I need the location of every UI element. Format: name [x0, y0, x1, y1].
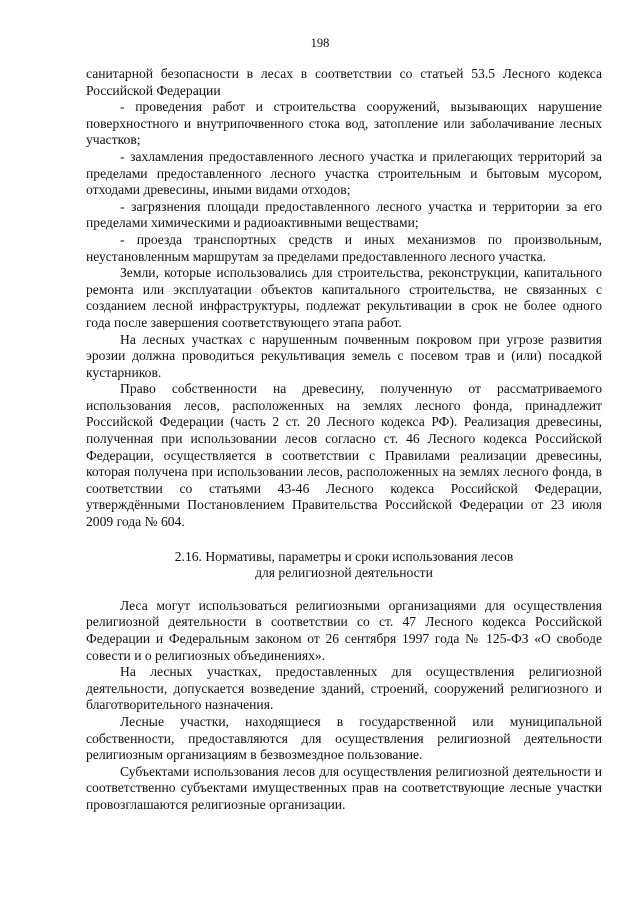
paragraph: Право собственности на древесину, полученную от рассматриваемого использования лесов, расположенных на землях лесного фонда, принадлежит Российской Федерации (часть 2 ст. 20 Лесного кодекса РФ). Реализация древесины, полученная при использовании лесов согласно ст. 46 Лесного кодекса Российской Федерации, осуществляется в соответствии с Правилами реализации древесины, которая получена при использовании лесов, расположенных на землях лесного фонда, в соответствии со статьями 43-46 Лесного кодекса Российской Федерации, утверждёнными Постановлением Правительства Российской Федерации от 23 июля 2009 года № 604.	[86, 381, 602, 530]
list-item: - загрязнения площади предоставленного лесного участка и территории за его пределами химическими и радиоактивными веществами;	[86, 198, 602, 231]
section-heading	[86, 549, 602, 582]
paragraph: Субъектами использования лесов для осуществления религиозной деятельности и соответственно субъектами имущественных прав на соответствующие лесные участки провозглашаются религиозные организации.	[86, 763, 602, 812]
paragraph: санитарной безопасности в лесах в соответствии со статьей 53.5 Лесного кодекса Российской Федерации	[86, 66, 602, 98]
paragraph: Земли, которые использовались для строительства, реконструкции, капитального ремонта или эксплуатации объектов капитального строительства, не связанных с созданием лесной инфраструктуры, подлежат рекультивации в срок не более одного года после завершения соответствующего этапа работ.	[86, 265, 602, 330]
paragraph: Лесные участки, находящиеся в государственной или муниципальной собственности, предоставляются для осуществления религиозной деятельности религиозным организациям в безвозмездное пользование.	[86, 713, 602, 763]
section-heading-line-2: для религиозной деятельности	[255, 565, 433, 581]
page-number: 198	[310, 36, 330, 50]
paragraph: На лесных участках с нарушенным почвенным покровом при угрозе развития эрозии должна проводиться рекультивация земель с посевом трав и (или) посадкой кустарников.	[86, 331, 602, 380]
list-item: - проезда транспортных средств и иных механизмов по произвольным, неустановленным маршрутам за пределами предоставленного лесного участка.	[86, 231, 602, 264]
paragraph: Леса могут использоваться религиозными организациями для осуществления религиозной деятельности в соответствии со ст. 47 Лесного кодекса Российской Федерации и Федеральным законом от 26 сентября 1997 года № 125-ФЗ «О свободе совести и о религиозных объединениях».	[86, 597, 602, 663]
page-content	[86, 66, 602, 814]
list-item: - захламления предоставленного лесного участка и прилегающих территорий за пределами предоставленного лесного участка строительным и бытовым мусором, отходами древесины, иными видами отходов;	[86, 148, 602, 198]
section-heading-line-1: 2.16. Нормативы, параметры и сроки использования лесов	[174, 548, 514, 564]
list-item: - проведения работ и строительства сооружений, вызывающих нарушение поверхностного и внутрипочвенного стока вод, затопление или заболачивание лесных участков;	[86, 99, 602, 148]
paragraph: На лесных участках, предоставленных для осуществления религиозной деятельности, допускается возведение зданий, строений, сооружений религиозного и благотворительного назначения.	[86, 664, 602, 713]
